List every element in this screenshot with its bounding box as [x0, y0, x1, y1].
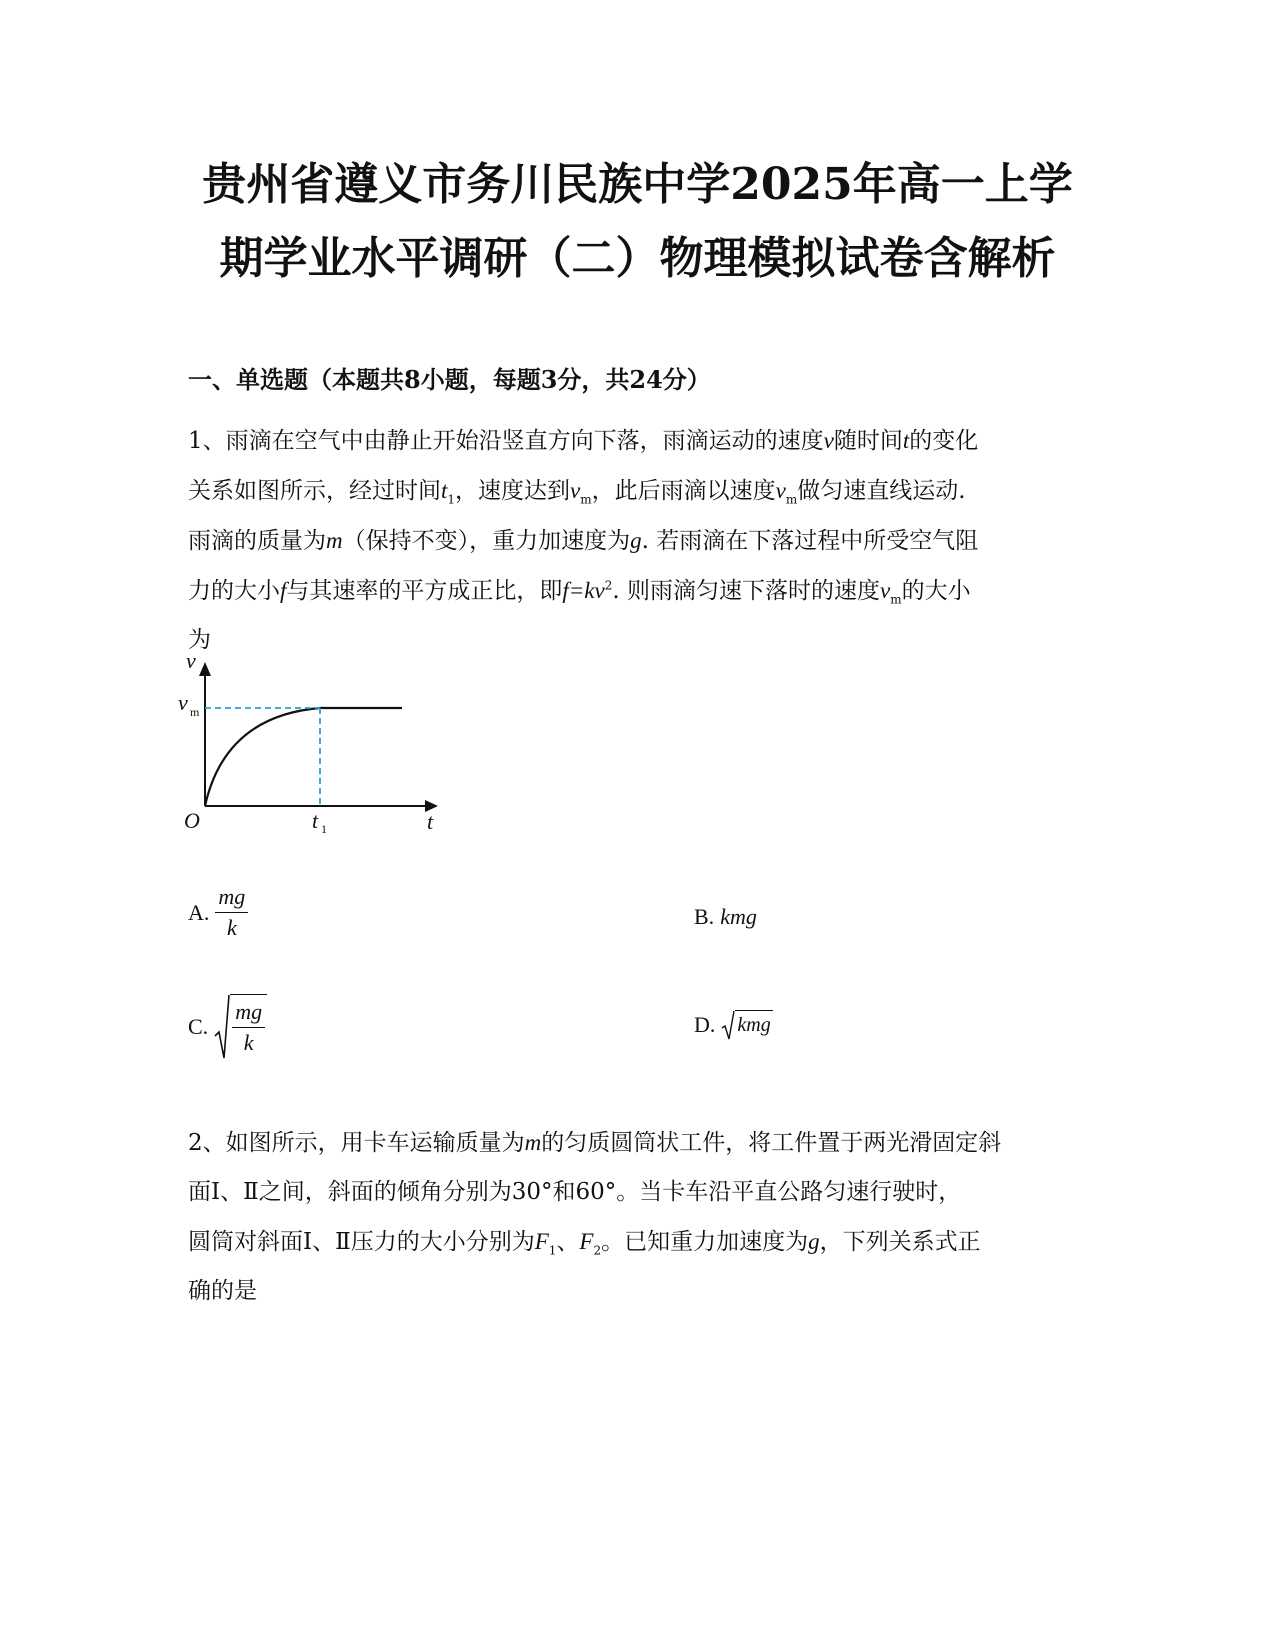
option-a-label: A. — [188, 899, 210, 925]
sqrt-icon — [214, 994, 267, 1060]
title-line-2: 期学业水平调研（二）物理模拟试卷含解析 — [219, 233, 1056, 284]
option-c-label: C. — [188, 1014, 209, 1039]
option-c-fraction: $\frac{mg}{k}$ — [232, 997, 265, 1058]
q2-line-1: 2、如图所示，用卡车运输质量为m的匀质圆筒状工件，将工件置于两光滑固定斜 — [188, 1130, 1002, 1156]
velocity-time-graph — [178, 648, 450, 866]
option-a-fraction: $\frac{mg}{k}$ — [215, 882, 248, 943]
t1-label: t — [312, 808, 319, 833]
origin-label: O — [184, 808, 200, 833]
t-axis-label: t — [427, 809, 434, 834]
option-d[interactable] — [694, 1010, 773, 1040]
title-line-1: 贵州省遵义市务川民族中学2025年高一上学 — [202, 159, 1073, 210]
velocity-curve — [205, 708, 402, 806]
q2-line-4: 确的是 — [188, 1278, 257, 1304]
q1-line-1: 1、雨滴在空气中由静止开始沿竖直方向下落，雨滴运动的速度v随时间t的变化 — [188, 428, 979, 454]
option-d-label: D. — [694, 1012, 716, 1037]
q1-line-4: 力的大小f与其速率的平方成正比，即$f=kv^2$. 则雨滴匀速下落时的速度$v_m$的大小 — [188, 578, 971, 607]
q1-line-2: 关系如图所示，经过时间$t_1$，速度达到$v_m$，此后雨滴以速度$v_m$做匀速直线运动. — [188, 478, 966, 507]
vm-label-sub: m — [190, 705, 200, 719]
v-axis-label: v — [186, 648, 196, 673]
option-b-label: B. — [694, 904, 715, 929]
question-2 — [188, 1118, 1088, 1316]
option-c[interactable] — [188, 994, 267, 1060]
option-b[interactable] — [694, 904, 757, 930]
q1-line-5: 为 — [188, 627, 211, 653]
sqrt-icon — [721, 1010, 772, 1040]
option-d-expr: kmg — [735, 1010, 772, 1040]
question-1 — [188, 416, 1088, 665]
paper-title — [150, 148, 1125, 296]
q2-line-3: 圆筒对斜面Ⅰ、Ⅱ压力的大小分别为$F_1$、$F_2$。已知重力加速度为g，下列关系式正 — [188, 1229, 981, 1258]
q2-line-2: 面Ⅰ、Ⅱ之间，斜面的倾角分别为30°和60°。当卡车沿平直公路匀速行驶时， — [188, 1179, 962, 1205]
q1-line-3: 雨滴的质量为m（保持不变），重力加速度为g. 若雨滴在下落过程中所受空气阻 — [188, 528, 979, 554]
option-b-expr: kmg — [720, 904, 757, 929]
vm-label: v — [178, 690, 188, 715]
t1-label-sub: 1 — [321, 822, 327, 836]
section-heading: 一、单选题（本题共8小题，每题3分，共24分） — [188, 365, 711, 394]
option-a[interactable] — [188, 882, 248, 943]
